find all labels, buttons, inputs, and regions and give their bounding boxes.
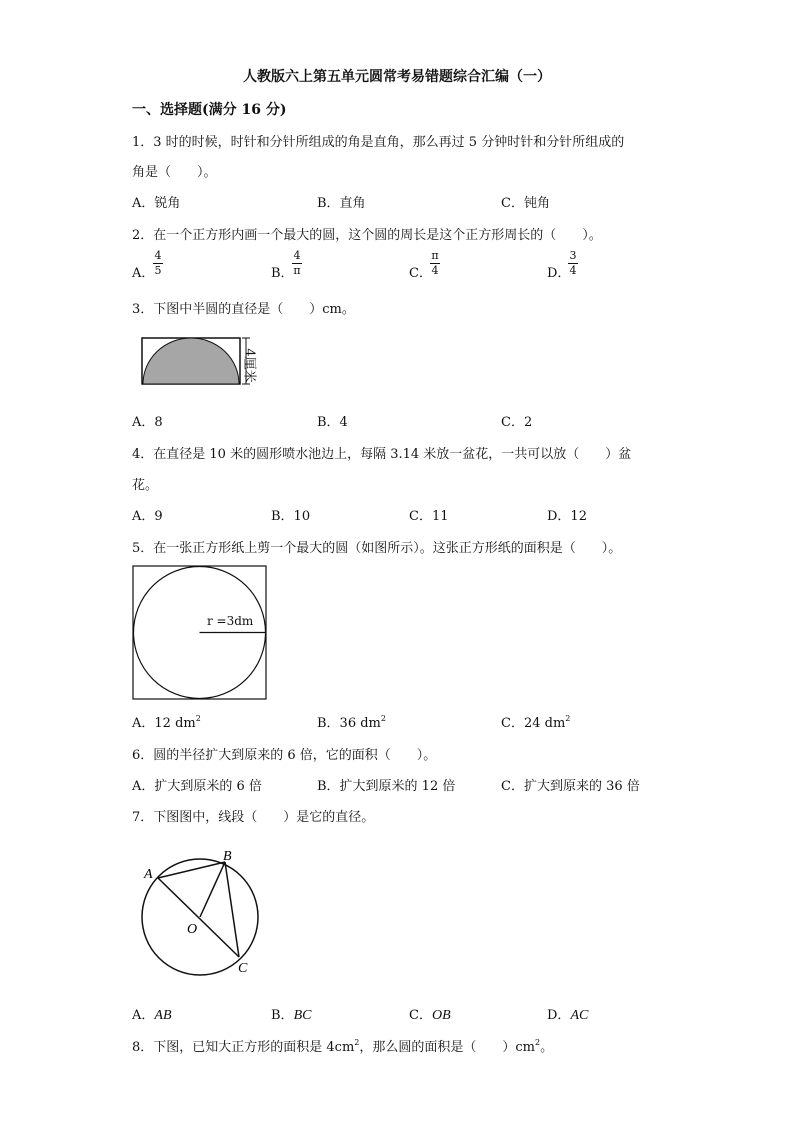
q3-option-b[interactable]: B．4 xyxy=(317,415,348,430)
q5-option-a[interactable]: A．12 $dm^2$ xyxy=(132,714,201,731)
question-5-stem: 5．在一张正方形纸上剪一个最大的圆（如图所示）。这张正方形纸的面积是（ ）。 xyxy=(132,541,622,556)
q4-option-a[interactable]: A．9 xyxy=(132,509,163,524)
point-a-label: A xyxy=(144,867,153,882)
section-heading: 一、选择题(满分 16 分) xyxy=(132,102,287,118)
question-1-line2: 角是（ ）。 xyxy=(132,165,217,180)
question-4-line2: 花。 xyxy=(132,478,159,493)
q3-option-a[interactable]: A．8 xyxy=(132,415,163,430)
q1-option-a[interactable]: A．锐角 xyxy=(132,196,181,211)
q3-option-c[interactable]: C．2 xyxy=(501,415,533,430)
q7-option-a[interactable]: A．AB xyxy=(132,1008,172,1023)
q1-option-c[interactable]: C．钝角 xyxy=(501,196,550,211)
question-3-stem: 3．下图中半圆的直径是（ ）cm。 xyxy=(132,302,355,317)
question-2-stem: 2．在一个正方形内画一个最大的圆，这个圆的周长是这个正方形周长的（ ）。 xyxy=(132,228,602,243)
q7-option-b[interactable]: B．BC xyxy=(271,1008,312,1023)
q1-option-b[interactable]: B．直角 xyxy=(317,196,366,211)
point-c-label: C xyxy=(238,961,248,976)
q2-option-a-fraction: 4 5 xyxy=(154,249,162,277)
q6-option-c[interactable]: C．扩大到原来的 36 倍 xyxy=(501,779,640,794)
square-circle-figure xyxy=(132,565,268,701)
q2-option-b-fraction: 4 π xyxy=(293,249,301,277)
page-title: 人教版六上第五单元圆常考易错题综合汇编（一） xyxy=(243,69,551,85)
q2-option-d-label[interactable]: D． xyxy=(547,266,571,281)
q4-option-c[interactable]: C．11 xyxy=(409,509,449,524)
q2-option-d-fraction: 3 4 xyxy=(569,249,577,277)
radius-label: r =3dm xyxy=(207,614,254,628)
circle-chords-figure xyxy=(138,842,278,978)
q7-option-c[interactable]: C．OB xyxy=(409,1008,451,1023)
q2-option-b-label[interactable]: B． xyxy=(271,266,294,281)
question-1-line1: 1．3 时的时候，时针和分针所组成的角是直角，那么再过 5 分钟时针和分针所组成的 xyxy=(132,135,625,150)
point-o-label: O xyxy=(187,922,198,937)
point-b-label: B xyxy=(223,849,232,864)
q6-option-b[interactable]: B．扩大到原米的 12 倍 xyxy=(317,779,456,794)
q2-option-a-label[interactable]: A． xyxy=(132,266,155,281)
question-8-stem: 8．下图，已知大正方形的面积是 $4cm^2$，那么圆的面积是（ ）$cm^2$。 xyxy=(132,1038,554,1055)
q2-option-c-fraction: π 4 xyxy=(431,249,439,277)
question-7-stem: 7．下图图中，线段（ ）是它的直径。 xyxy=(132,810,375,825)
q4-option-b[interactable]: B．10 xyxy=(271,509,311,524)
q6-option-a[interactable]: A．扩大到原米的 6 倍 xyxy=(132,779,262,794)
q7-option-d[interactable]: D．AC xyxy=(547,1008,589,1023)
semicircle-height-label: 4厘米 xyxy=(241,348,257,383)
q4-option-d[interactable]: D．12 xyxy=(547,509,587,524)
q5-option-b[interactable]: B．36 $dm^2$ xyxy=(317,714,386,731)
q5-option-c[interactable]: C．24 $dm^2$ xyxy=(501,714,571,731)
question-6-stem: 6．圆的半径扩大到原来的 6 倍，它的面积（ ）。 xyxy=(132,748,437,763)
question-4-line1: 4．在直径是 10 米的圆形喷水池边上，每隔 3.14 米放一盆花，一共可以放（ ）盆 xyxy=(132,447,632,462)
q2-option-c-label[interactable]: C． xyxy=(409,266,432,281)
